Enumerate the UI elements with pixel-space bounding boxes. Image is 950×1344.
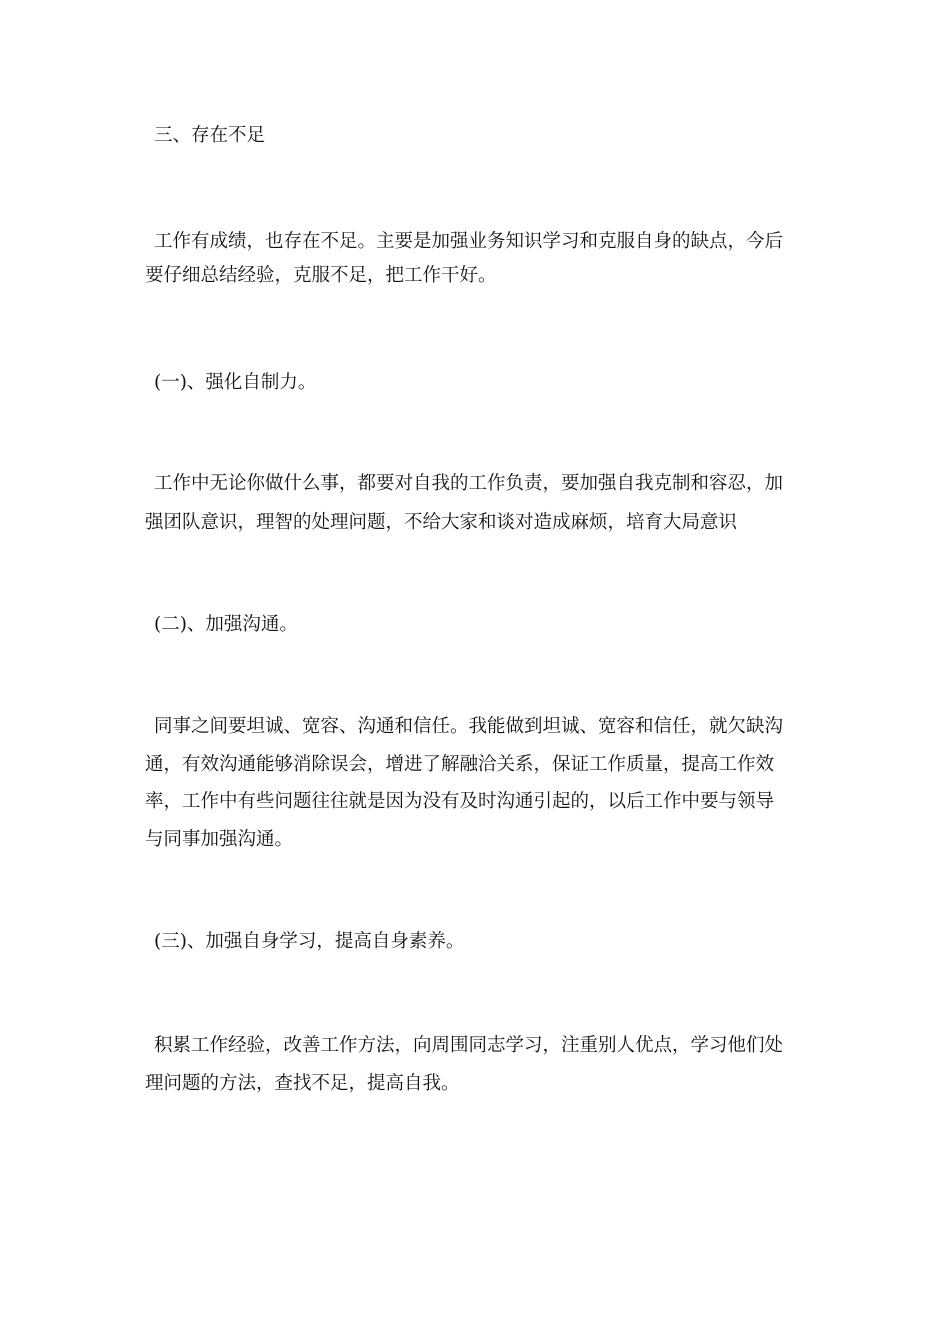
paragraph-line: 强团队意识，理智的处理问题，不给大家和谈对造成麻烦，培育大局意识 [145,512,738,533]
paragraph-line: 积累工作经验，改善工作方法，向周围同志学习，注重别人优点，学习他们处 [154,1035,784,1056]
paragraph-line: 要仔细总结经验，克服不足，把工作干好。 [145,265,497,286]
paragraph-line: 同事之间要坦诚、宽容、沟通和信任。我能做到坦诚、宽容和信任，就欠缺沟 [154,716,784,737]
paragraph-line: 理问题的方法，查找不足，提高自我。 [145,1073,460,1094]
subheading-self-control: (一)、强化自制力。 [154,372,317,393]
paragraph-line: 通，有效沟通能够消除误会，增进了解融洽关系，保证工作质量，提高工作效 [145,754,775,775]
paragraph-line: 工作有成绩，也存在不足。主要是加强业务知识学习和克服自身的缺点，今后 [154,231,784,252]
paragraph-line: 工作中无论你做什么事，都要对自我的工作负责，要加强自我克制和容忍，加 [154,473,784,494]
subheading-communication: (二)、加强沟通。 [154,614,298,635]
section-heading-shortcomings: 三、存在不足 [154,125,266,146]
paragraph-line: 率，工作中有些问题往往就是因为没有及时沟通引起的，以后工作中要与领导 [145,791,775,812]
subheading-self-study: (三)、加强自身学习，提高自身素养。 [154,931,465,952]
paragraph-line: 与同事加强沟通。 [145,829,294,850]
